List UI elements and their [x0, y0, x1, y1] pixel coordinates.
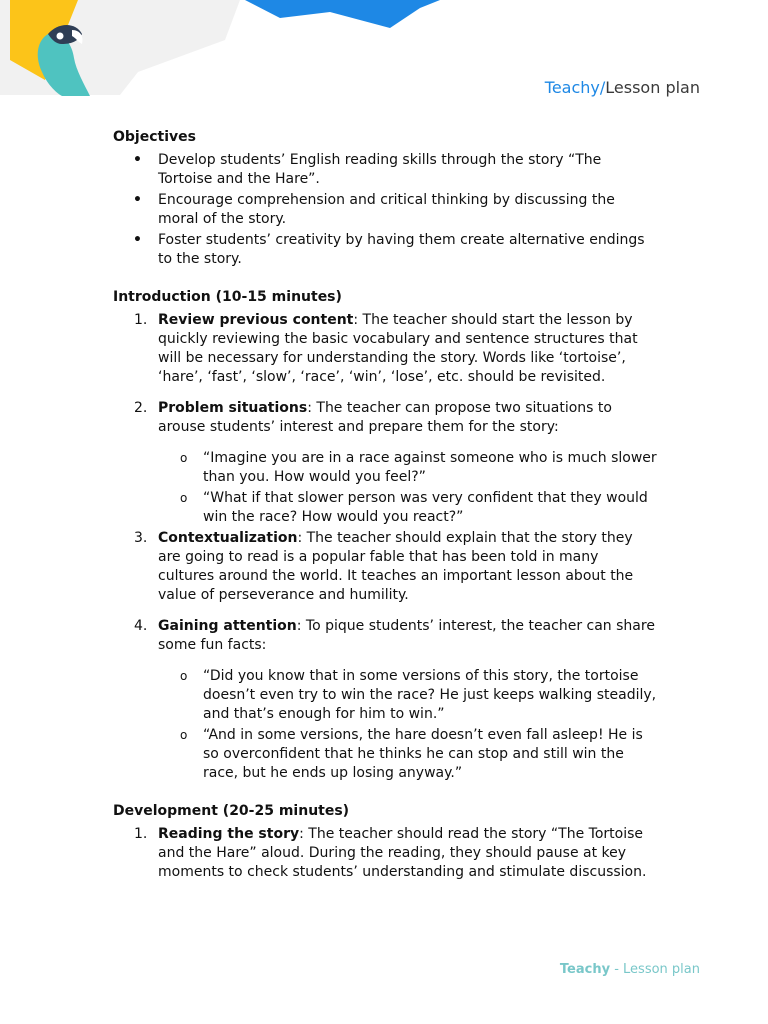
objectives-list — [113, 151, 658, 269]
blue-shape — [245, 0, 440, 28]
brand-name: Teachy — [544, 78, 600, 97]
step-text: : The teacher should start the lesson by quickly reviewing the basic vocabulary and sentence structures that will be necessary for understanding the story. Words like ‘tortoise’, ‘hare’, ‘fast’, ‘slow’, ‘race’, ‘win’, ‘lose’, etc. should be revisited. — [158, 312, 638, 385]
document-header — [545, 78, 700, 97]
document-footer — [560, 962, 700, 977]
step-number: 4. — [134, 618, 148, 634]
objectives-heading: Objectives — [113, 129, 196, 145]
step-number: 1. — [134, 826, 148, 842]
step-title: Gaining attention — [158, 618, 297, 634]
footer-brand: Teachy — [559, 962, 611, 977]
lesson-plan-body — [113, 128, 658, 901]
sub-list — [158, 667, 658, 783]
objectives-section — [113, 128, 658, 269]
step-item — [113, 311, 658, 387]
objective-item: • Foster students’ creativity by having them create alternative endings to the story. — [113, 231, 658, 269]
development-section — [113, 802, 658, 882]
development-heading: Development (20-25 minutes) — [113, 803, 350, 819]
step-title: Problem situations — [158, 400, 308, 416]
step-text: : The teacher can propose two situations to arouse students’ interest and prepare them for the story: — [158, 400, 612, 435]
introduction-section — [113, 288, 658, 783]
step-item — [113, 617, 658, 783]
step-title: Review previous content — [158, 312, 354, 328]
step-text: : The teacher should read the story “The Tortoise and the Hare” aloud. During the reading, they should pause at key moments to check students’ understanding and stimulate discussion. — [158, 826, 647, 880]
objective-item: • Encourage comprehension and critical thinking by discussing the moral of the story. — [113, 191, 658, 229]
objective-item: • Develop students’ English reading skills through the story “The Tortoise and the Hare”. — [113, 151, 658, 189]
step-number: 1. — [134, 312, 148, 328]
document-type: Lesson plan — [605, 78, 700, 97]
header-separator: / — [599, 78, 606, 97]
sub-item: o “Imagine you are in a race against someone who is much slower than you. How would you feel?” — [158, 449, 658, 487]
introduction-steps — [113, 311, 658, 783]
development-steps — [113, 825, 658, 882]
sub-item: o “Did you know that in some versions of this story, the tortoise doesn’t even try to win the race? He just keeps walking steadily, and that’s enough for him to win.” — [158, 667, 658, 724]
step-number: 2. — [134, 400, 148, 416]
sub-list — [158, 449, 658, 527]
step-title: Reading the story — [158, 826, 300, 842]
step-item — [113, 825, 658, 882]
footer-document-type: Lesson plan — [623, 962, 700, 977]
step-title: Contextualization — [158, 530, 298, 546]
sub-item: o “What if that slower person was very confident that they would win the race? How would you react?” — [158, 489, 658, 527]
introduction-heading: Introduction (10-15 minutes) — [113, 289, 342, 305]
step-item — [113, 529, 658, 605]
step-number: 3. — [134, 530, 148, 546]
step-text: : To pique students’ interest, the teacher can share some fun facts: — [158, 618, 655, 653]
footer-separator: - — [610, 962, 624, 977]
step-text: : The teacher should explain that the story they are going to read is a popular fable that has been told in many cultures around the world. It teaches an important lesson about the value of perseverance and humility. — [158, 530, 634, 603]
sub-item: o “And in some versions, the hare doesn’t even fall asleep! He is so overconfident that he thinks he can stop and still win the race, but he ends up losing anyway.” — [158, 726, 658, 783]
step-item — [113, 399, 658, 527]
